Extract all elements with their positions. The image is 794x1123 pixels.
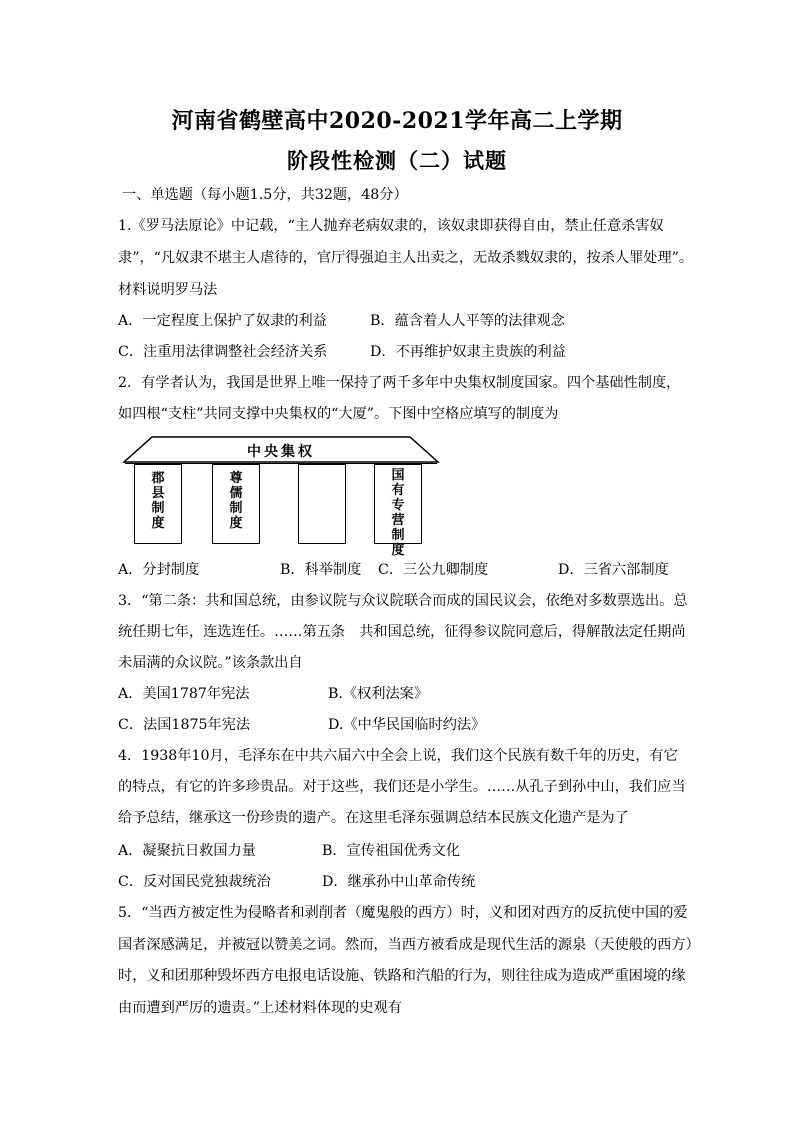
q4-stem-line1: 4．1938年10月，毛泽东在中共六届六中全会上说，我们这个民族有数千年的历史，有它 <box>118 748 678 764</box>
q2-option-d: D．三省六部制度 <box>558 562 669 578</box>
q2-stem-line1: 2．有学者认为，我国是世界上唯一保持了两千多年中央集权制度国家。四个基础性制度， <box>118 375 681 391</box>
q1-stem-line2: 隶”，“凡奴隶不堪主人虐待的，官厅得强迫主人出卖之，无故杀戮奴隶的，按杀人罪处理”。 <box>118 250 694 266</box>
q1-option-a: A．一定程度上保护了奴隶的利益 <box>118 313 327 329</box>
q3-option-c: C．法国1875年宪法 <box>118 717 251 733</box>
q3-option-b: B.《权利法案》 <box>328 686 429 702</box>
q3-stem-line1: 3．“第二条：共和国总统，由参议院与众议院联合而成的国民议会，依绝对多数票选出。总 <box>118 593 688 609</box>
q4-option-d: D．继承孙中山革命传统 <box>322 874 476 890</box>
q3-option-d: D.《中华民国临时约法》 <box>328 717 486 733</box>
q1-option-b: B．蕴含着人人平等的法律观念 <box>370 313 565 329</box>
q3-option-a: A．美国1787年宪法 <box>118 686 250 702</box>
q1-stem-line1: 1.《罗马法原论》中记载，“主人抛弃老病奴隶的，该奴隶即获得自由，禁止任意杀害奴 <box>118 218 664 234</box>
q2-option-c: C．三公九卿制度 <box>378 562 489 578</box>
q5-stem-line4: 由而遭到严厉的遗责。”上述材料体现的史观有 <box>118 1000 402 1016</box>
q5-stem-line1: 5．“当西方被定性为侵略者和剥削者（魔鬼般的西方）时，义和团对西方的反抗使中国的爱 <box>118 905 688 921</box>
pillar-2-label: 尊儒制度 <box>229 471 243 531</box>
diagram-roof-label: 中央集权 <box>247 444 315 460</box>
q4-option-b: B．宣传祖国优秀文化 <box>322 843 461 859</box>
q2-option-b: B．科举制度 <box>280 562 362 578</box>
section-heading: 一、单选题（每小题1.5分，共32题，48分） <box>122 187 408 203</box>
q5-stem-line2: 国者深感满足，并被冠以赞美之词。然而，当西方被看成是现代生活的源泉（天使般的西方） <box>118 937 700 953</box>
q2-option-a: A．分封制度 <box>118 562 200 578</box>
q1-option-d: D．不再维护奴隶主贵族的利益 <box>370 344 566 360</box>
pillar-4 <box>374 464 422 558</box>
exam-title: 河南省鹤壁高中2020-2021学年高二上学期 <box>171 108 623 134</box>
pillar-4-label: 国有专营制度 <box>391 468 405 558</box>
q4-option-a: A．凝聚抗日救国力量 <box>118 843 256 859</box>
pillar-3-blank <box>298 464 346 544</box>
pillar-1 <box>134 464 182 544</box>
q4-stem-line2: 的特点，有它的许多珍贵品。对于这些，我们还是小学生。……从孔子到孙中山，我们应当 <box>118 779 686 795</box>
q3-stem-line3: 未届满的众议院。”该条款出自 <box>118 655 303 671</box>
pillar-1-label: 郡县制度 <box>151 471 165 531</box>
exam-subtitle: 阶段性检测（二）试题 <box>287 148 507 173</box>
pillar-2 <box>212 464 260 544</box>
q5-stem-line3: 时，义和团那种毁坏西方电报电话设施、铁路和汽船的行为，则往往成为造成严重困境的缘 <box>118 968 686 984</box>
q1-option-c: C．注重用法律调整社会经济关系 <box>118 344 328 360</box>
q4-stem-line3: 给予总结，继承这一份珍贵的遗产。在这里毛泽东强调总结本民族文化遗产是为了 <box>118 810 629 826</box>
q3-stem-line2: 统任期七年，连选连任。……第五条 共和国总统，征得参议院同意后，得解散法定任期尚 <box>118 624 686 640</box>
q4-option-c: C．反对国民党独裁统治 <box>118 874 271 890</box>
central-power-diagram <box>122 436 440 558</box>
q2-stem-line2: 如四根“支柱”共同支撑中央集权的“大厦”。下图中空格应填写的制度为 <box>118 406 559 422</box>
q1-stem-line3: 材料说明罗马法 <box>118 282 218 298</box>
